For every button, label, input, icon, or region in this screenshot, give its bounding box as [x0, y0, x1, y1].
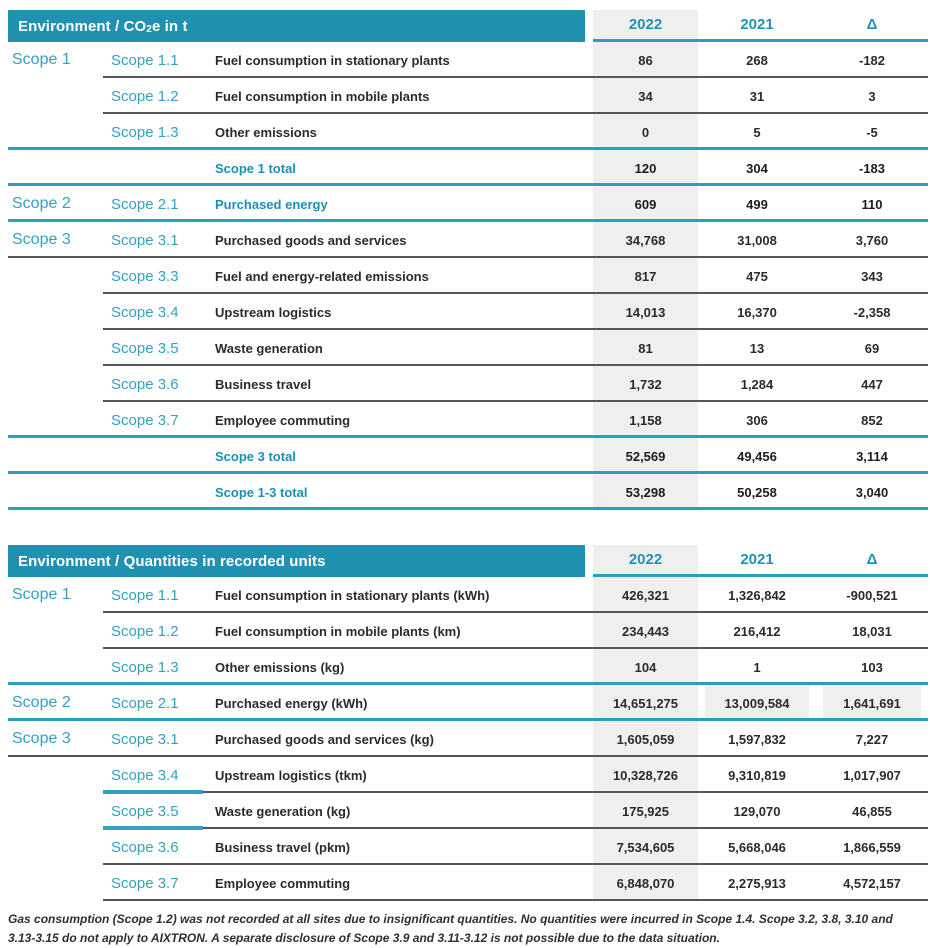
value-2022: 6,848,070: [593, 865, 698, 901]
value-2022: 52,569: [593, 438, 698, 474]
table-row: [8, 438, 928, 474]
table-row: [8, 474, 928, 510]
row-description: Purchased goods and services: [215, 232, 407, 248]
scope-sub-label: Scope 3.4: [111, 766, 179, 784]
table-row: [8, 793, 928, 829]
value-delta: 110: [861, 196, 883, 212]
value-2022: 14,013: [593, 294, 698, 330]
value-2022: 1,605,059: [593, 721, 698, 757]
value-2022: 426,321: [593, 577, 698, 613]
row-description: Employee commuting: [215, 875, 351, 891]
table-title-bar: [8, 545, 585, 577]
table-row: [8, 258, 928, 294]
value-delta: 3,114: [856, 448, 888, 464]
column-header-2022: 2022: [593, 545, 698, 577]
scope-sub-label: Scope 3.6: [111, 838, 179, 856]
scope-sub-label: Scope 3.7: [111, 874, 179, 892]
value-2022: 7,534,605: [593, 829, 698, 865]
scope-group-label: Scope 3: [12, 231, 71, 248]
value-2021: 5,668,046: [728, 839, 786, 855]
value-delta: 3,040: [855, 484, 889, 500]
value-2022: 14,651,275: [593, 685, 698, 721]
table-row: [8, 865, 928, 901]
column-header-2021: 2021: [740, 551, 774, 568]
table-row: [8, 402, 928, 438]
co2e-table-rows: [8, 42, 928, 510]
table-title-subscript: 2: [146, 24, 152, 35]
value-2021: 475: [746, 268, 768, 284]
value-2021: 1,597,832: [728, 731, 786, 747]
column-header-delta: Δ: [866, 551, 878, 568]
value-delta: 343: [861, 268, 883, 284]
row-description: Upstream logistics (tkm): [215, 767, 367, 783]
value-delta: 1,017,907: [843, 767, 901, 783]
scope-sub-label: Scope 1.3: [111, 658, 179, 676]
value-2022: 104: [593, 649, 698, 685]
scope-sub-label: Scope 1.2: [111, 622, 179, 640]
value-delta: 69: [864, 340, 880, 356]
value-delta: -182: [858, 52, 886, 68]
value-2021: 2,275,913: [728, 875, 786, 891]
quantities-table-header: [8, 545, 928, 577]
row-description: Waste generation (kg): [215, 803, 351, 819]
row-description: Fuel and energy-related emissions: [215, 268, 429, 284]
scope-sub-label: Scope 1.1: [111, 51, 179, 69]
value-2021: 5: [753, 124, 761, 140]
value-2021: 306: [746, 412, 768, 428]
row-description: Fuel consumption in mobile plants: [215, 88, 430, 104]
value-delta: 3: [868, 88, 876, 104]
value-2022: 817: [593, 258, 698, 294]
scope-sub-label: Scope 1.3: [111, 123, 179, 141]
value-delta: 46,855: [852, 803, 892, 819]
row-description: Purchased energy: [215, 196, 328, 212]
row-description: Upstream logistics: [215, 304, 332, 320]
value-delta: -2,358: [853, 304, 891, 320]
scope-sub-label: Scope 2.1: [111, 195, 179, 213]
row-description: Fuel consumption in stationary plants (kWh): [215, 587, 490, 603]
value-2022: 120: [593, 150, 698, 186]
row-separator: [103, 899, 928, 901]
scope-sub-label: Scope 3.3: [111, 267, 179, 285]
table-row: [8, 721, 928, 757]
value-2021: 268: [746, 52, 768, 68]
value-delta: 103: [861, 659, 883, 675]
value-delta: -900,521: [846, 587, 898, 603]
quantities-table: [8, 545, 928, 901]
table-title-suffix: e in t: [151, 17, 188, 35]
row-description: Employee commuting: [215, 412, 351, 428]
row-description: Scope 1-3 total: [215, 484, 308, 500]
value-2022: 34,768: [593, 222, 698, 258]
value-2022: 175,925: [593, 793, 698, 829]
row-description: Scope 3 total: [215, 448, 296, 464]
scope-sub-label: Scope 3.6: [111, 375, 179, 393]
value-2022: 609: [593, 186, 698, 222]
row-description: Other emissions (kg): [215, 659, 345, 675]
value-delta: 18,031: [852, 623, 892, 639]
value-delta: -183: [858, 160, 886, 176]
table-row: [8, 114, 928, 150]
value-delta: 4,572,157: [843, 875, 901, 891]
value-2022: 0: [593, 114, 698, 150]
value-2021: 304: [746, 160, 768, 176]
value-2022: 34: [593, 78, 698, 114]
scope-sub-label: Scope 1.1: [111, 586, 179, 604]
scope-sub-label: Scope 3.1: [111, 231, 179, 249]
value-2021: 31: [749, 88, 765, 104]
row-description: Fuel consumption in mobile plants (km): [215, 623, 461, 639]
row-description: Fuel consumption in stationary plants: [215, 52, 450, 68]
value-2021: 1: [753, 659, 761, 675]
scope-sub-label: Scope 1.2: [111, 87, 179, 105]
row-description: Scope 1 total: [215, 160, 296, 176]
value-2021: 13: [749, 340, 765, 356]
table-row: [8, 366, 928, 402]
row-description: Waste generation: [215, 340, 323, 356]
scope-sub-label: Scope 3.5: [111, 802, 179, 820]
table-title: Environment / CO: [18, 17, 147, 35]
column-header-delta: Δ: [866, 16, 878, 33]
value-2021: 13,009,584: [698, 685, 816, 721]
row-separator: [8, 507, 928, 510]
scope-sub-label: Scope 3.7: [111, 411, 179, 429]
value-2021: 1,326,842: [728, 587, 786, 603]
value-2022: 234,443: [593, 613, 698, 649]
scope-group-label: Scope 1: [12, 586, 71, 603]
value-2021: 49,456: [737, 448, 777, 464]
value-2022: 1,158: [593, 402, 698, 438]
row-description: Purchased energy (kWh): [215, 695, 368, 711]
scope-sub-label: Scope 3.5: [111, 339, 179, 357]
value-2022: 86: [593, 42, 698, 78]
table-row: [8, 757, 928, 793]
value-2022: 53,298: [593, 474, 698, 510]
quantities-table-rows: [8, 577, 928, 901]
column-header-2021: 2021: [740, 16, 774, 33]
scope-group-label: Scope 3: [12, 730, 71, 747]
value-2021: 9,310,819: [728, 767, 786, 783]
value-2022: 81: [593, 330, 698, 366]
value-delta: 7,227: [855, 731, 889, 747]
table-title-bar: [8, 10, 585, 42]
value-delta: 447: [861, 376, 883, 392]
table-row: [8, 577, 928, 613]
value-delta: 1,641,691: [816, 685, 928, 721]
value-2021: 216,412: [733, 623, 781, 639]
scope-group-label: Scope 2: [12, 694, 71, 711]
value-2021: 50,258: [737, 484, 777, 500]
table-row: [8, 649, 928, 685]
value-delta: -5: [866, 124, 878, 140]
row-description: Other emissions: [215, 124, 317, 140]
table-row: [8, 78, 928, 114]
scope-group-label: Scope 2: [12, 195, 71, 212]
table-title: Environment / Quantities in recorded units: [18, 552, 326, 570]
value-2022: 1,732: [593, 366, 698, 402]
value-2021: 16,370: [737, 304, 777, 320]
value-delta: 1,866,559: [843, 839, 901, 855]
scope-sub-label: Scope 2.1: [111, 694, 179, 712]
table-row: [8, 222, 928, 258]
table-row: [8, 42, 928, 78]
scope-group-label: Scope 1: [12, 51, 71, 68]
value-2022: 10,328,726: [593, 757, 698, 793]
table-row: [8, 685, 928, 721]
table-row: [8, 829, 928, 865]
row-description: Purchased goods and services (kg): [215, 731, 434, 747]
value-2021: 1,284: [740, 376, 774, 392]
row-description: Business travel (pkm): [215, 839, 351, 855]
scope-sub-label: Scope 3.4: [111, 303, 179, 321]
table-row: [8, 186, 928, 222]
scope-sub-label: Scope 3.1: [111, 730, 179, 748]
value-2021: 499: [746, 196, 768, 212]
row-description: Business travel: [215, 376, 312, 392]
co2e-table-header: [8, 10, 928, 42]
column-header-2022: 2022: [593, 10, 698, 42]
table-row: [8, 150, 928, 186]
value-2021: 129,070: [733, 803, 781, 819]
value-delta: 852: [861, 412, 883, 428]
footnote-text: Gas consumption (Scope 1.2) was not recorded at all sites due to insignificant quantities. No quantities were incurred in Scope 1.4. Scope 3.2, 3.8, 3.10 and 3.13-3.15 do not apply to AIXTRON. A separate disclosure of Scope 3.9 and 3.11-3.12 is not possible due to the data situation.: [8, 912, 893, 945]
table-row: [8, 613, 928, 649]
value-2021: 31,008: [737, 232, 777, 248]
table-row: [8, 330, 928, 366]
table-row: [8, 294, 928, 330]
value-delta: 3,760: [855, 232, 889, 248]
co2e-table: [8, 10, 928, 510]
